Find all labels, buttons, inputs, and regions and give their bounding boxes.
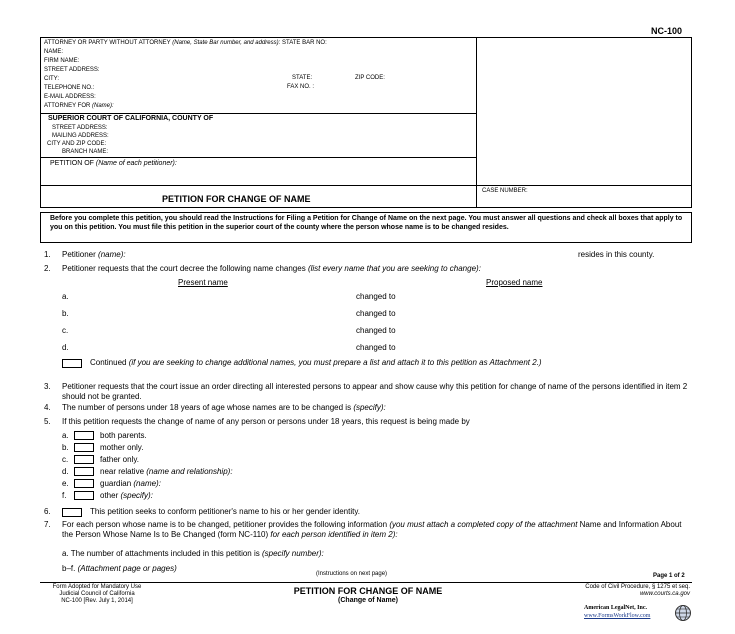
option-b-checkbox[interactable] (74, 443, 94, 452)
option-e-checkbox[interactable] (74, 479, 94, 488)
option-d-checkbox[interactable] (74, 467, 94, 476)
notice-text: Before you complete this petition, you should read the Instructions for Filing a Petition for Change of Name on the next page. You must answer all questions and check all boxes that apply to you on this petition. You must file this petition in the superior court of the county where the person whose name is to be changed resides. (50, 215, 683, 231)
continued-row (90, 358, 680, 368)
court-mailing-label: MAILING ADDRESS: (52, 133, 109, 139)
case-number-label: CASE NUMBER: (482, 188, 528, 194)
name-row-b-changed-to: changed to (356, 309, 396, 318)
page-number: Page 1 of 2 (653, 573, 685, 579)
item-2-label: Petitioner requests that the court decree the following name changes (62, 264, 306, 273)
form-title: PETITION FOR CHANGE OF NAME (162, 194, 311, 204)
option-a-checkbox[interactable] (74, 431, 94, 440)
option-f-label: other (100, 491, 119, 500)
attorney-label: ATTORNEY OR PARTY WITHOUT ATTORNEY (44, 40, 171, 46)
option-e-letter: e. (62, 479, 69, 488)
option-d-hint: (name and relationship): (146, 467, 233, 476)
present-name-header: Present name (178, 278, 228, 287)
telephone-label: TELEPHONE NO.: (44, 85, 95, 91)
option-c-letter: c. (62, 455, 69, 464)
court-section-bottom (40, 157, 476, 158)
publisher-link[interactable]: www.FormsWorkFlow.com (584, 613, 651, 619)
option-a-letter: a. (62, 431, 69, 440)
item-1-label: Petitioner (62, 250, 96, 259)
option-c-label: father only. (100, 455, 139, 464)
attorney-section-bottom (40, 113, 476, 114)
item-7bf-hint: (Attachment page or pages) (77, 564, 177, 573)
proposed-name-header: Proposed name (486, 278, 543, 287)
caption-box (40, 37, 692, 208)
adopted-line-2: Judicial Council of California (59, 591, 135, 597)
option-a-label: both parents. (100, 431, 147, 440)
option-f-hint: (specify): (120, 491, 153, 500)
item-7-text (62, 520, 690, 540)
option-b-label: mother only. (100, 443, 144, 452)
petition-of-row (50, 160, 177, 167)
item-7a-hint: (specify number): (261, 549, 324, 558)
item-5-text: If this petition requests the change of name of any person or persons under 18 years, this request is being made by (62, 417, 470, 426)
fax-label: FAX NO. : (287, 84, 315, 90)
option-e-hint: (name): (133, 479, 161, 488)
instructions-note: (Instructions on next page) (316, 571, 388, 577)
name-row-c-changed-to: changed to (356, 326, 396, 335)
name-row-a-changed-to: changed to (356, 292, 396, 301)
name-row-a-letter: a. (62, 292, 69, 301)
publisher-name: American LegalNet, Inc. (584, 605, 647, 611)
item-7-hint-b: for each person identified in item 2): (270, 530, 398, 539)
continued-hint: (if you are seeking to change additional names, you must prepare a list and attach it to this petition as Attachment 2.) (128, 358, 542, 367)
code-block (560, 584, 690, 598)
item-2-hint: (list every name that you are seeking to change): (307, 264, 481, 273)
item-1-tail: resides in this county. (578, 250, 655, 259)
item-4-row (62, 403, 386, 413)
item-7a-row (62, 549, 324, 559)
attorney-for-label: ATTORNEY FOR (44, 103, 91, 109)
street-label: STREET ADDRESS: (44, 67, 100, 73)
item-1-row (62, 250, 126, 260)
item-2-row (62, 264, 481, 274)
attorney-for-hint: (Name): (92, 103, 114, 109)
petition-of-hint: (Name of each petitioner): (95, 160, 177, 167)
state-bar-label: STATE BAR NO: (281, 40, 327, 46)
item-3-number: 3. (44, 382, 51, 391)
item-1-hint: (name): (98, 250, 126, 259)
caption-divider (476, 37, 477, 208)
adopted-line-3: NC-100 [Rev. July 1, 2014] (61, 598, 133, 604)
city-label: CITY: (44, 76, 60, 82)
court-heading: SUPERIOR COURT OF CALIFORNIA, COUNTY OF (48, 115, 214, 122)
name-row-d-letter: d. (62, 343, 69, 352)
globe-icon (674, 604, 692, 622)
option-b-letter: b. (62, 443, 69, 452)
continued-checkbox[interactable] (62, 359, 82, 368)
court-street-label: STREET ADDRESS: (52, 125, 108, 131)
publisher-stamp (582, 604, 694, 624)
option-f-letter: f. (62, 491, 67, 500)
petition-of-label: PETITION OF (50, 160, 94, 167)
state-label: STATE: (292, 75, 313, 81)
adopted-line-1: Form Adopted for Mandatory Use (52, 584, 142, 590)
item-7-number: 7. (44, 520, 51, 529)
zip-label: ZIP CODE: (355, 75, 385, 81)
petition-of-bottom (40, 185, 692, 186)
attorney-label-row (44, 40, 327, 46)
form-id: NC-100 (651, 26, 683, 36)
item-7a-label: a. The number of attachments included in this petition is (62, 549, 260, 558)
option-c-checkbox[interactable] (74, 455, 94, 464)
adopted-block (42, 584, 152, 605)
continued-label: Continued (90, 358, 127, 367)
item-7bf-row (62, 564, 177, 574)
name-label: NAME: (44, 49, 64, 55)
item-6-number: 6. (44, 507, 51, 516)
item-6-checkbox[interactable] (62, 508, 82, 517)
attorney-hint: (Name, State Bar number, and address): (172, 40, 281, 46)
code-line: Code of Civil Procedure, § 1275 et seq. (585, 584, 690, 590)
item-7bf-label: b–f. (62, 564, 76, 573)
option-e-row (100, 479, 161, 489)
name-row-b-letter: b. (62, 309, 69, 318)
item-6-text: This petition seeks to conform petitioner's name to his or her gender identity. (90, 507, 360, 516)
option-d-label: near relative (100, 467, 145, 476)
footer-subtitle: (Change of Name) (338, 597, 398, 604)
item-3-text: Petitioner requests that the court issue an order directing all interested persons to appear and show cause why this petition for change of name of the persons identified in item 2 should not be granted. (62, 382, 688, 401)
footer-rule (40, 582, 692, 583)
option-d-row (100, 467, 233, 477)
item-5-number: 5. (44, 417, 51, 426)
option-d-letter: d. (62, 467, 69, 476)
name-row-c-letter: c. (62, 326, 69, 335)
email-label: E-MAIL ADDRESS: (44, 94, 96, 100)
item-7-text-b: Name and Information About the Person Whose Name Is to Be Changed (form NC-110) (62, 520, 682, 539)
firm-label: FIRM NAME: (44, 58, 80, 64)
footer-title: PETITION FOR CHANGE OF NAME (293, 586, 443, 596)
item-7-text-a: For each person whose name is to be changed, petitioner provides the following information (62, 520, 388, 529)
court-city-label: CITY AND ZIP CODE: (47, 141, 107, 147)
item-2-number: 2. (44, 264, 51, 273)
item-1-number: 1. (44, 250, 51, 259)
court-branch-label: BRANCH NAME: (62, 149, 109, 155)
item-4-hint: (specify): (353, 403, 386, 412)
name-row-d-changed-to: changed to (356, 343, 396, 352)
item-4-number: 4. (44, 403, 51, 412)
item-4-label: The number of persons under 18 years of age whose names are to be changed is (62, 403, 352, 412)
item-7-hint-a: (you must attach a completed copy of the attachment (389, 520, 578, 529)
site-line: www.courts.ca.gov (639, 591, 690, 597)
option-f-row (100, 491, 153, 501)
option-f-checkbox[interactable] (74, 491, 94, 500)
option-e-label: guardian (100, 479, 132, 488)
attorney-for-row (44, 103, 114, 109)
